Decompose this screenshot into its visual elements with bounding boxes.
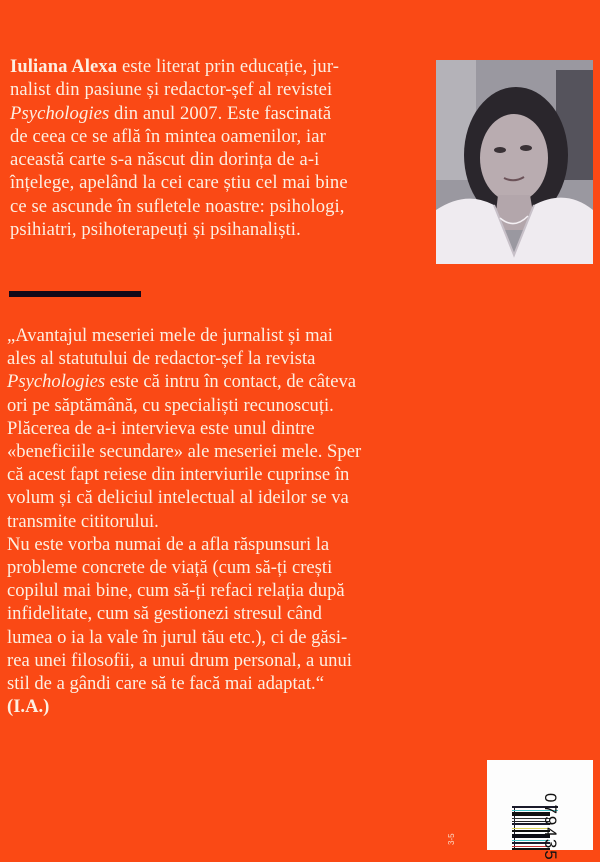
quote-line: transmite cititorului. <box>7 510 159 532</box>
quote-line: infidelitate, cum să gestionezi stresul când <box>7 603 322 625</box>
bio-line: ce se ascunde în sufletele noastre: psihologi, <box>10 195 345 217</box>
bio-line: nalist din pasiune și redactor-șef al revistei <box>10 79 333 101</box>
quote-line: Nu este vorba numai de a afla răspunsuri la <box>7 533 330 555</box>
portrait-image <box>436 60 593 264</box>
quote-line: lumea o ia la vale în jurul tău etc.), ci de găsi- <box>7 626 348 648</box>
quote-line: că acest fapt reiese din interviurile cuprinse în <box>7 464 350 486</box>
section-divider <box>9 291 141 297</box>
quote-line: ales al statutului de redactor-șef la revista <box>7 348 316 370</box>
author-name: Iuliana Alexa <box>10 56 118 77</box>
bio-line: psihiatri, psihoterapeuți și psihanaliști. <box>10 219 301 241</box>
bio-line: Iuliana Alexa este literat prin educație, jur- <box>10 56 340 77</box>
author-quote <box>7 324 427 718</box>
bio-line: Psychologies din anul 2007. Este fascinată <box>10 102 332 124</box>
bio-line: de ceea ce se află în mintea oamenilor, iar <box>10 125 326 147</box>
author-bio <box>10 55 430 241</box>
quote-line: „Avantajul meseriei mele de jurnalist și mai <box>7 325 333 346</box>
quote-line: rea unei filosofii, a unui drum personal, a unui <box>7 649 352 671</box>
quote-line: stil de a gândi care să te facă mai adaptat.“ <box>7 673 324 695</box>
isbn-fragment: 3-5 <box>447 833 456 845</box>
quote-line: «beneficiile secundare» ale meseriei mele. Sper <box>7 441 362 463</box>
magazine-name: Psychologies <box>10 102 110 124</box>
author-photo <box>436 60 593 264</box>
quote-line: ori pe săptămână, cu specialiști recunoscuți. <box>7 394 334 416</box>
bio-line: această carte s-a născut din dorința de a-i <box>10 149 320 171</box>
magazine-name: Psychologies <box>7 371 106 393</box>
quote-line: volum și că deliciul intelectual al ideilor se va <box>7 487 349 509</box>
barcode-digits: 079435 <box>541 793 560 862</box>
quote-line: copilul mai bine, cum să-ți refaci relația după <box>7 580 345 602</box>
quote-signature: (I.A.) <box>7 696 50 718</box>
bio-line: înțelege, apelând la cei care știu cel mai bine <box>10 172 348 194</box>
quote-line: Plăcerea de a-i intervieva este unul dintre <box>7 417 315 439</box>
quote-line: Psychologies este că intru în contact, de câteva <box>7 371 356 393</box>
quote-line: probleme concrete de viață (cum să-ți crești <box>7 557 333 579</box>
